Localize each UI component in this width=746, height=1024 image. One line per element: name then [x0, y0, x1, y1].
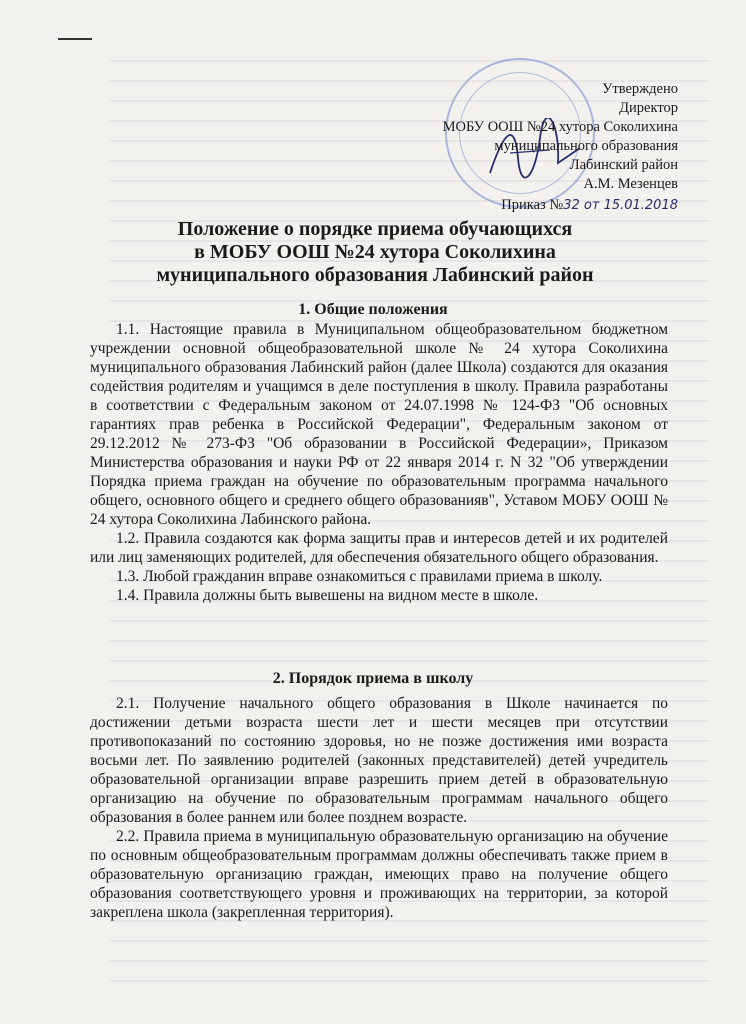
paragraph: 1.3. Любой гражданин вправе ознакомиться с правилами приема в школу. — [116, 568, 603, 585]
approval-line: муниципального образования — [494, 138, 678, 154]
top-rule — [58, 38, 92, 40]
paragraph: 1.1. Настоящие правила в Муниципальном общеобразовательном бюджетном учреждении основной общеобразовательной школе № 24 хутора Соколихина муниципального образования Лабинский район (далее Школа) создаются для оказания содействия родителям и учащимся в деле поступления в школу. Правила разработаны в соответствии с Федеральным законом от 24.07.1998 № 124-ФЗ "Об основных гарантиях прав ребенка в Российской Федерации", Федеральным законом от 29.12.2012 № 273-ФЗ "Об образовании в Российской Федерации», Приказом Министерства образования и науки РФ от 22 января 2014 г. N 32 "Об утверждении Порядка приема граждан на обучение по образовательным программа начального общего, основного общего и среднего общего образованияв", Уставом МОБУ ООШ № 24 хутора Соколихина Лабинского района. — [90, 321, 668, 528]
approval-line: Утверждено — [602, 81, 678, 97]
approval-block — [443, 80, 678, 215]
title-line: Положение о порядке приема обучающихся — [177, 218, 573, 240]
section-2-heading: 2. Порядок приема в школу — [272, 670, 474, 687]
section-1-body — [90, 320, 668, 605]
paragraph: 2.2. Правила приема в муниципальную образовательную организацию на обучение по основным общеобразовательным программам должны обеспечивать также прием в образовательную организацию граждан, имеющих право на получение общего образования соответствующего уровня и проживающих на территории, за которой закреплена школа (закрепленная территория). — [90, 828, 668, 921]
order-handwritten: 32 от 15.01.2018 — [563, 198, 678, 213]
approval-line: Директор — [619, 100, 678, 116]
paragraph: 2.1. Получение начального общего образования в Школе начинается по достижении детьми возраста шести лет и шести месяцев при отсутствии противопоказаний по состоянию здоровья, но не позже достижения ими возраста восьми лет. По заявлению родителей (законных представителей) детей учредитель образовательной организации вправе разрешить прием детей в образовательную организацию на обучение по образовательным программам начального общего образования в более раннем или более позднем возрасте. — [90, 695, 668, 826]
order-label: Приказ № — [501, 197, 564, 213]
paragraph: 1.4. Правила должны быть вывешены на видном месте в школе. — [116, 587, 539, 604]
document-title — [120, 218, 630, 287]
title-line: муниципального образования Лабинский район — [156, 264, 594, 286]
approval-line: А.М. Мезенцев — [583, 176, 678, 192]
approval-line: МОБУ ООШ №24 хутора Соколихина — [442, 119, 678, 135]
paragraph: 1.2. Правила создаются как форма защиты прав и интересов детей и их родителей или лиц заменяющих родителей, для обеспечения обязательного общего образования. — [90, 530, 668, 566]
order-number — [501, 196, 678, 215]
title-line: в МОБУ ООШ №24 хутора Соколихина — [194, 241, 556, 263]
approval-line: Лабинский район — [569, 157, 678, 173]
section-1-heading: 1. Общие положения — [298, 301, 448, 318]
section-2-body — [90, 694, 668, 922]
